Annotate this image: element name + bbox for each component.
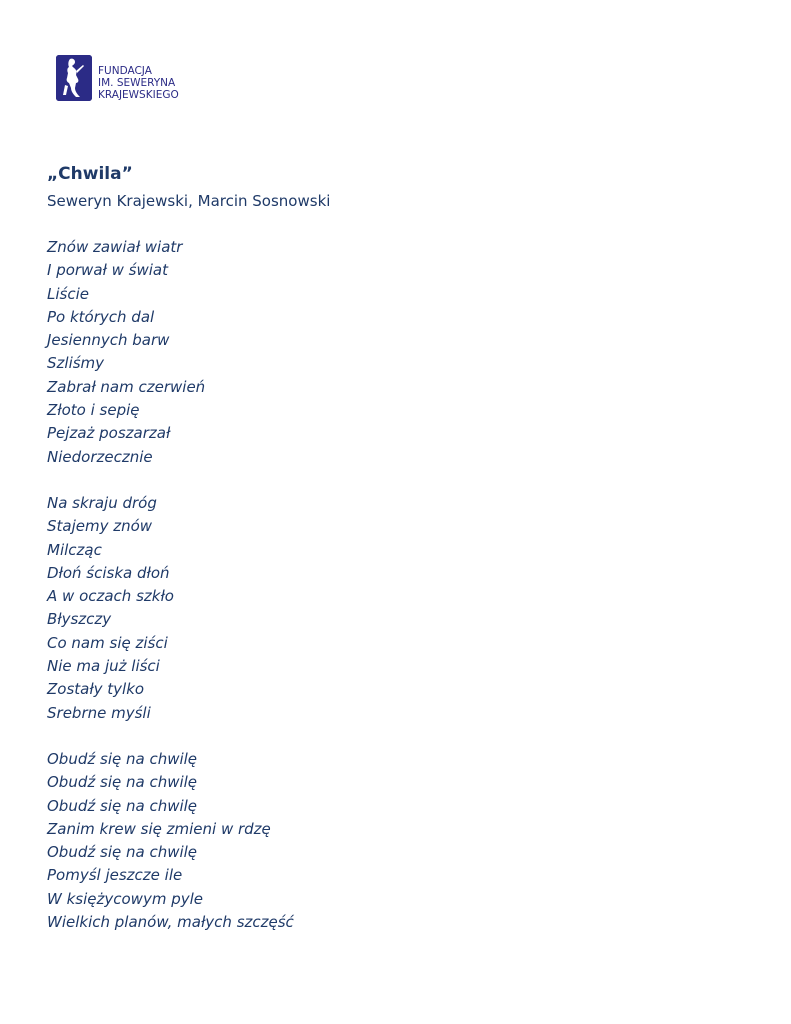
stanza-2: [47, 492, 174, 725]
poem-line: Stajemy znów: [47, 517, 153, 536]
logo-emblem-icon: [56, 55, 92, 101]
poem-line: Co nam się ziści: [47, 633, 168, 652]
poem-line: Pejzaż poszarzał: [47, 424, 171, 443]
logo-line-3: KRAJEWSKIEGO: [98, 89, 179, 101]
poem-line: Zanim krew się zmieni w rdzę: [47, 819, 271, 838]
logo-line-2: IM. SEWERYNA: [98, 77, 176, 89]
poem-line: Jesiennych barw: [47, 331, 170, 350]
poem-line: Zostały tylko: [47, 680, 145, 699]
poem-line: W księżycowym pyle: [47, 889, 203, 908]
poem-line: I porwał w świat: [47, 261, 168, 280]
stanza-1: [47, 236, 205, 469]
poem-line: Obudź się na chwilę: [47, 773, 198, 792]
poem-title: „Chwila”: [47, 164, 133, 184]
poem-line: Obudź się na chwilę: [47, 843, 198, 862]
poem-line: Dłoń ściska dłoń: [47, 563, 170, 582]
poem-line: Błyszczy: [47, 610, 112, 629]
stanza-3: [47, 748, 294, 934]
logo-text: [98, 65, 218, 101]
logo-line-1: FUNDACJA: [98, 65, 152, 77]
poem-line: Liście: [47, 284, 89, 303]
poem-line: Zabrał nam czerwień: [47, 377, 206, 396]
poem-line: Na skraju dróg: [47, 494, 157, 512]
poem-authors: Seweryn Krajewski, Marcin Sosnowski: [47, 192, 331, 210]
poem-line: Milcząc: [47, 540, 102, 559]
poem-line: Szliśmy: [47, 354, 105, 373]
foundation-logo: [56, 55, 179, 105]
poem-line: Srebrne myśli: [47, 703, 151, 722]
poem-line: Niedorzecznie: [47, 447, 153, 466]
poem-line: Nie ma już liści: [47, 657, 160, 676]
poem-line: A w oczach szkło: [47, 587, 174, 606]
poem-line: Złoto i sepię: [47, 401, 140, 420]
poem-line: Obudź się na chwilę: [47, 750, 198, 768]
poem-line: Wielkich planów, małych szczęść: [47, 913, 294, 932]
poem-line: Obudź się na chwilę: [47, 796, 198, 815]
poem-line: Po których dal: [47, 307, 155, 326]
poem-line: Pomyśl jeszcze ile: [47, 866, 183, 885]
poem-line: Znów zawiał wiatr: [47, 238, 183, 256]
